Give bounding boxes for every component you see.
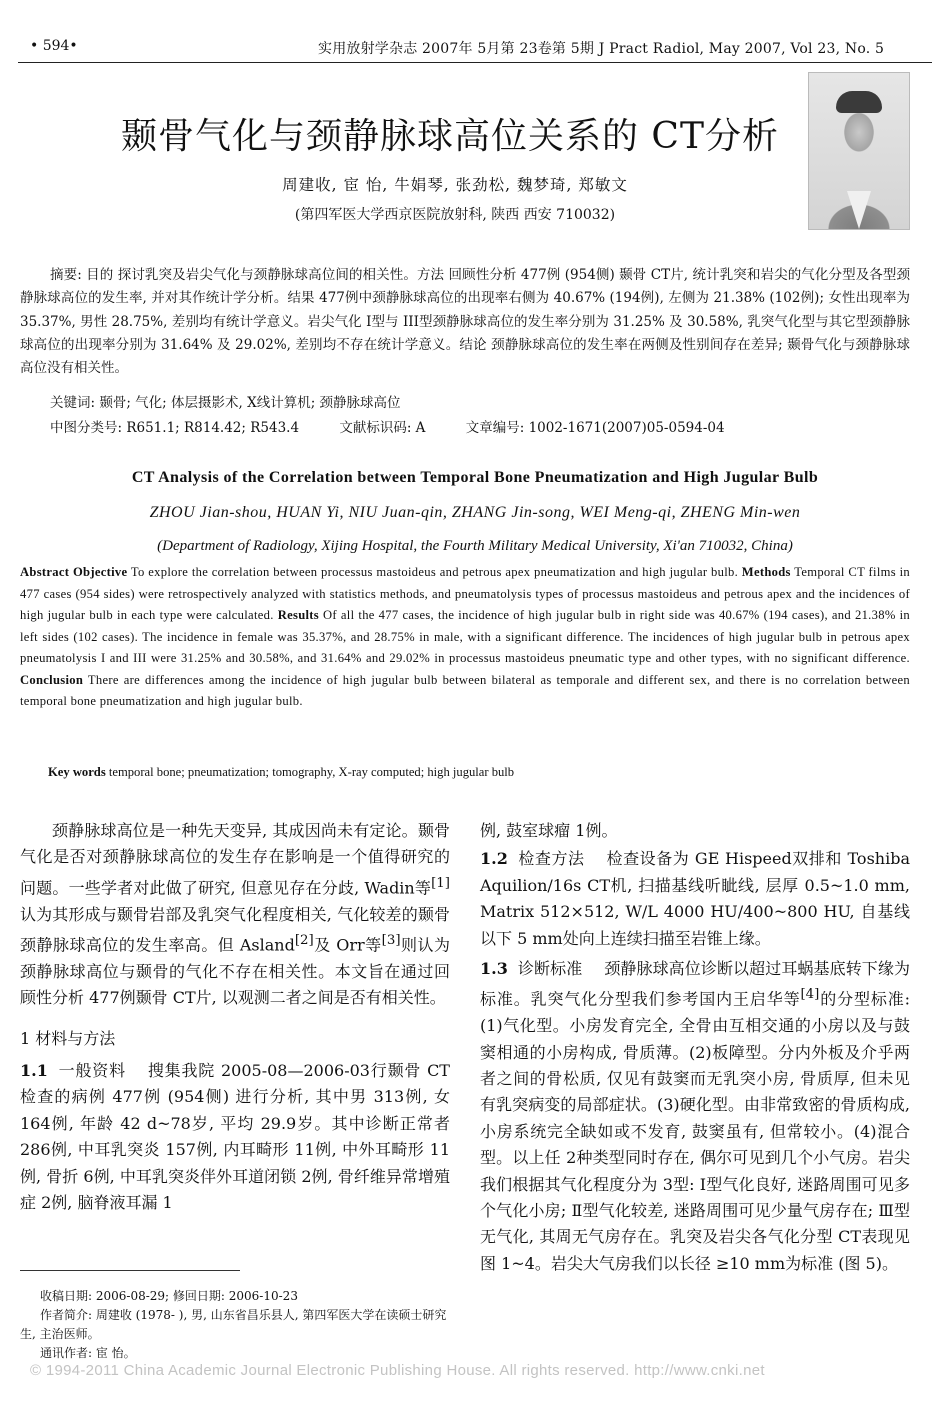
english-authors: ZHOU Jian-shou, HUAN Yi, NIU Juan-qin, ZHANG Jin-song, WEI Meng-qi, ZHENG Min-wen (149, 504, 801, 521)
affiliation: (第四军医大学西京医院放射科, 陕西 西安 710032) (294, 207, 616, 223)
clc-number: 中图分类号: R651.1; R814.42; R543.4 (50, 420, 300, 436)
english-title: CT Analysis of the Correlation between Temporal Bone Pneumatization and High Jugular Bulb (131, 469, 819, 486)
chinese-abstract: 摘要: 目的 探讨乳突及岩尖气化与颈静脉球高位间的相关性。方法 回顾性分析 477例 (954侧) 颞骨 CT片, 统计乳突和岩尖的气化分型及各型颈静脉球高位的发生率, 并对其作统计学分析。结果 477例中颈静脉球高位的出现率右侧为 40.67% (194例), 左侧为 21.38% (102例); 女性出现率为 35.37%, 男性 28.75%, 差别均有统计学意义。岩尖气化 I型与 III型颈静脉球高位的发生率分别为 31.25% 及 30.58%, 乳突气化型与其它型颈静脉球高位的出现率分别为 31.64% 及 29.02%, 差别均不存在统计学意义。结论 颈静脉球高位的发生率在两侧及性别间存在差异; 颞骨气化与颈静脉球高位没有相关性。 (20, 267, 910, 377)
label-results: Results (277, 608, 319, 622)
subsection-general-data: 1.1 一般资料 搜集我院 2005-08—2006-03行颞骨 CT检查的病例 477例 (954侧) 进行分析, 其中男 313例, 女 164例, 年龄 42 d~78岁, 平均 29.9岁。其中诊断正常者 286例, 中耳乳突炎 157例, 内耳畸形 11例, 中外耳畸形 11例, 骨折 6例, 中耳乳突炎伴外耳道闭锁 2例, 骨纤维异常增殖症 2例, 脑脊液耳漏 1 (20, 1060, 450, 1212)
body-left-column (20, 818, 450, 1216)
footnote-corresponding: 通讯作者: 宦 怡。 (40, 1346, 136, 1360)
label-methods: Methods (741, 565, 791, 579)
footnote-rule (20, 1270, 240, 1271)
page-number: • 594• (30, 38, 78, 54)
article-number: 文章编号: 1002-1671(2007)05-0594-04 (465, 420, 725, 436)
subsection-diagnostic-criteria: 1.3 诊断标准 颈静脉球高位诊断以超过耳蜗基底转下缘为标准。乳突气化分型我们参考国内王启华等[4]的分型标准: (1)气化型。小房发育完全, 全骨由互相交通的小房以及与鼓窦相通的小房构成, 骨质薄。(2)板障型。分内外板及介乎两者之间的骨松质, 仅见有鼓窦而无乳突小房, 骨质厚, 但未见有乳突病变的局部症状。(3)硬化型。由非常致密的骨质构成, 小房系统完全缺如或不发育, 鼓窦虽有, 但常较小。(4)混合型。以上任 2种类型同时存在, 偶尔可见到几个小气房。岩尖我们根据其气化程度分为 3型: Ⅰ型气化良好, 迷路周围可见多个气化小房; Ⅱ型气化较差, 迷路周围可见少量气房存在; Ⅲ型无气化, 其周无气房存在。乳突及岩尖各气化分型 CT表现见图 1~4。岩尖大气房我们以长径 ≥10 mm为标准 (图 5)。 (480, 959, 910, 1273)
english-keywords (48, 765, 908, 780)
label-keywords: Key words (48, 765, 106, 779)
objective-text: To explore the correlation between processus mastoideus and petrous apex pneumatization and high jugular bulb. (130, 565, 739, 579)
copyright-watermark: © 1994-2011 China Academic Journal Electronic Publishing House. All rights reserved. http://www.cnki.net (30, 1362, 765, 1379)
keywords-text: temporal bone; pneumatization; tomography, X-ray computed; high jugular bulb (108, 765, 515, 779)
citation-4[interactable]: [4] (800, 987, 820, 1003)
footnote-author-bio: 作者简介: 周建收 (1978- ), 男, 山东省昌乐县人, 第四军医大学在读硕士研究生, 主治医师。 (20, 1308, 447, 1341)
article-title: 颞骨气化与颈静脉球高位关系的 CT分析 (120, 116, 779, 157)
conclusion-text: There are differences among the incidence of high jugular bulb between bilateral as temporale and different sex, and there is no correlation between temporal bone pneumatization and high jugular bulb. (20, 672, 910, 708)
header-rule (18, 62, 932, 63)
english-affiliation: (Department of Radiology, Xijing Hospital, the Fourth Military Medical University, Xi'an 710032, China) (157, 538, 793, 554)
citation-2[interactable]: [2] (294, 932, 314, 948)
journal-header: 实用放射学杂志 2007年 5月第 23卷第 5期 J Pract Radiol, May 2007, Vol 23, No. 5 (318, 41, 885, 57)
document-code: 文献标识码: A (339, 420, 426, 436)
classification-line (50, 416, 761, 436)
methods-text: Temporal CT films in 477 cases (954 sides) were retrospectively analyzed with statistics methods, and pneumatolysis types of processus mastoideus and petrous apex and the incidences of high jugular bulb in each type were calculated. (20, 565, 910, 622)
subsection-exam-method: 1.2 检查方法 检查设备为 GE Hispeed双排和 Toshiba Aquilion/16s CT机, 扫描基线听眦线, 层厚 0.5~1.0 mm, Matrix 512×512, W/L 4000 HU/400~800 HU, 自基线以下 5 mm处向上连续扫描至岩锥上缘。 (480, 849, 910, 948)
label-conclusion: Conclusion (20, 672, 84, 687)
label-objective: Abstract Objective (20, 565, 128, 579)
citation-3[interactable]: [3] (381, 932, 401, 948)
author-list: 周建收, 宦 怡, 牛娟琴, 张劲松, 魏梦琦, 郑敏文 (282, 176, 628, 194)
english-abstract (20, 562, 910, 713)
section-heading-methods: 1 材料与方法 (20, 1028, 116, 1048)
footnotes (20, 1287, 450, 1363)
citation-1[interactable]: [1] (431, 875, 450, 891)
footnote-received: 收稿日期: 2006-08-29; 修回日期: 2006-10-23 (40, 1289, 298, 1303)
results-text: Of all the 477 cases, the incidence of high jugular bulb in right side was 40.67% (194 cases), and 21.38% in left sides (102 cases). The incidence in female was 35.37%, and 28.75% in male, with a significant difference. The incidences of high jugular bulb in petrous apex pneumatolysis I and III were 31.25% and 30.58%, and 31.64% and 29.02% in processus mastoideus pneumatic type and other types, with no significant difference. (20, 608, 911, 665)
chinese-keywords: 关键词: 颞骨; 气化; 体层摄影术, X线计算机; 颈静脉球高位 (50, 395, 401, 411)
intro-paragraph: 颈静脉球高位是一种先天变异, 其成因尚未有定论。颞骨气化是否对颈静脉球高位的发生存在影响是一个值得研究的问题。一些学者对此做了研究, 但意见存在分歧, Wadin等[1]认为其形成与颞骨岩部及乳突气化程度相关, 气化较差的颞骨颈静脉球高位的发生率高。但 Asland[2]及 Orr等[3]则认为颈静脉球高位与颞骨的气化不存在相关性。本文旨在通过回顾性分析 477例颞骨 CT片, 以观测二者之间是否有相关性。 (20, 821, 450, 1008)
subsection-continuation: 例, 鼓室球瘤 1例。 (480, 821, 618, 840)
body-right-column (480, 818, 910, 1277)
